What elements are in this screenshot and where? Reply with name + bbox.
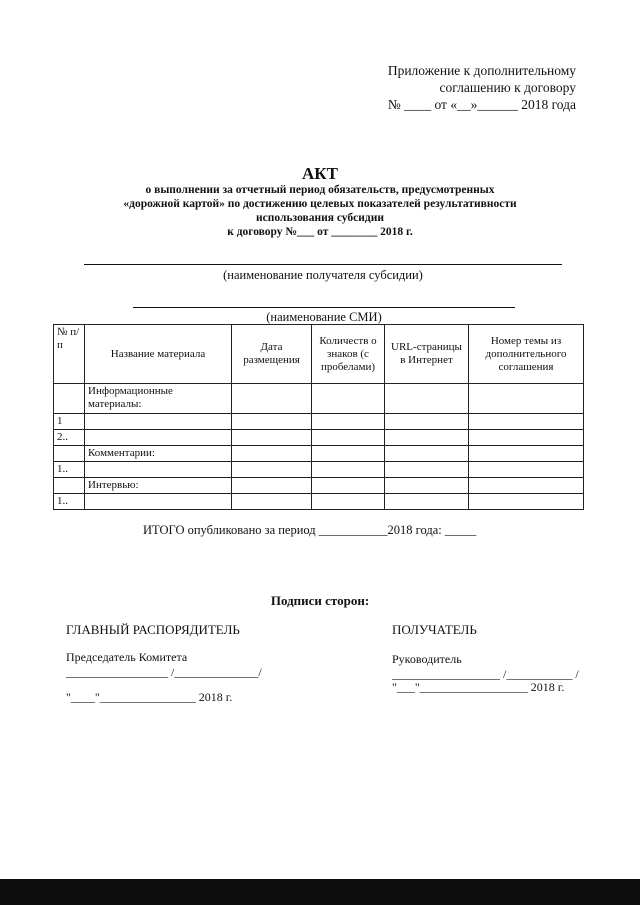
table-cell[interactable] — [312, 446, 385, 462]
table-row — [54, 414, 584, 430]
table-row — [54, 478, 584, 494]
header-chars: Количеств о знаков (с пробелами) — [312, 325, 385, 384]
report-table — [53, 324, 584, 510]
media-caption: (наименование СМИ) — [266, 310, 382, 324]
header-date: Дата размещения — [232, 325, 312, 384]
left-signature-line: _________________ /______________/ — [66, 665, 262, 679]
subtitle-line-2: «дорожной картой» по достижению целевых показателей результативности — [123, 198, 517, 210]
table-cell[interactable] — [54, 384, 85, 414]
header-number: № п/п — [54, 325, 85, 384]
table-cell[interactable] — [312, 430, 385, 446]
table-cell[interactable] — [232, 384, 312, 414]
table-row — [54, 446, 584, 462]
table-cell[interactable] — [385, 430, 469, 446]
table-cell[interactable] — [469, 414, 584, 430]
recipient-underline — [84, 264, 562, 265]
table-cell[interactable] — [469, 446, 584, 462]
table-row — [54, 430, 584, 446]
table-cell[interactable] — [232, 414, 312, 430]
table-cell[interactable]: 2.. — [54, 430, 85, 446]
table-cell[interactable] — [385, 446, 469, 462]
table-cell[interactable] — [469, 494, 584, 510]
table-cell[interactable] — [385, 414, 469, 430]
scan-border — [0, 879, 640, 905]
header-topic: Номер темы из дополнительного соглашения — [469, 325, 584, 384]
right-date-line: "___"__________________ 2018 г. — [392, 680, 565, 694]
table-cell[interactable] — [85, 494, 232, 510]
left-party-title: ГЛАВНЫЙ РАСПОРЯДИТЕЛЬ — [66, 622, 240, 637]
table-cell[interactable] — [469, 462, 584, 478]
recipient-caption: (наименование получателя субсидии) — [223, 268, 423, 282]
table-cell[interactable] — [385, 494, 469, 510]
table-row — [54, 462, 584, 478]
table-cell[interactable]: 1.. — [54, 494, 85, 510]
header-url: URL-страницы в Интернет — [385, 325, 469, 384]
table-cell[interactable] — [232, 430, 312, 446]
table-cell[interactable] — [85, 462, 232, 478]
table-cell[interactable]: 1 — [54, 414, 85, 430]
table-cell[interactable] — [85, 414, 232, 430]
table-cell[interactable] — [54, 446, 85, 462]
table-cell[interactable] — [385, 462, 469, 478]
header-material: Название материала — [85, 325, 232, 384]
table-cell[interactable] — [232, 478, 312, 494]
right-party-title: ПОЛУЧАТЕЛЬ — [392, 622, 477, 637]
table-cell[interactable] — [469, 384, 584, 414]
table-cell[interactable] — [312, 494, 385, 510]
table-row — [54, 384, 584, 414]
table-cell[interactable] — [312, 478, 385, 494]
subtitle-line-4: к договору №___ от ________ 2018 г. — [227, 226, 413, 238]
table-cell[interactable]: 1.. — [54, 462, 85, 478]
table-cell[interactable] — [312, 384, 385, 414]
signatures-heading: Подписи сторон: — [270, 593, 370, 608]
table-cell[interactable] — [232, 462, 312, 478]
media-underline — [133, 307, 515, 308]
appendix-line-2: соглашению к договору — [439, 80, 576, 95]
document-subtitle — [0, 183, 640, 239]
table-cell[interactable] — [232, 494, 312, 510]
table-cell[interactable] — [312, 462, 385, 478]
right-signature-line: __________________ /___________ / — [392, 667, 579, 681]
table-cell[interactable] — [312, 414, 385, 430]
table-cell[interactable]: Интервью: — [85, 478, 232, 494]
table-header-row — [54, 325, 584, 384]
table-cell[interactable] — [385, 478, 469, 494]
left-party-role: Председатель Комитета — [66, 650, 188, 664]
table-cell[interactable] — [469, 478, 584, 494]
appendix-line-3: № ____ от «__»______ 2018 года — [387, 97, 576, 112]
subtitle-line-1: о выполнении за отчетный период обязательств, предусмотренных — [145, 184, 495, 196]
table-cell[interactable] — [54, 478, 85, 494]
table-cell[interactable]: Комментарии: — [85, 446, 232, 462]
appendix-note — [388, 62, 576, 113]
appendix-line-1: Приложение к дополнительному — [387, 63, 576, 78]
table-row — [54, 494, 584, 510]
table-cell[interactable] — [85, 430, 232, 446]
total-published-line: ИТОГО опубликовано за период ___________2018 года: _____ — [143, 523, 477, 537]
subtitle-line-3: использования субсидии — [256, 212, 384, 224]
right-party-role: Руководитель — [392, 652, 462, 666]
table-cell[interactable] — [385, 384, 469, 414]
table-cell[interactable] — [469, 430, 584, 446]
table-cell[interactable]: Информационные материалы: — [85, 384, 232, 414]
left-date-line: "____"________________ 2018 г. — [66, 690, 233, 704]
table-cell[interactable] — [232, 446, 312, 462]
document-title: АКТ — [302, 164, 338, 183]
